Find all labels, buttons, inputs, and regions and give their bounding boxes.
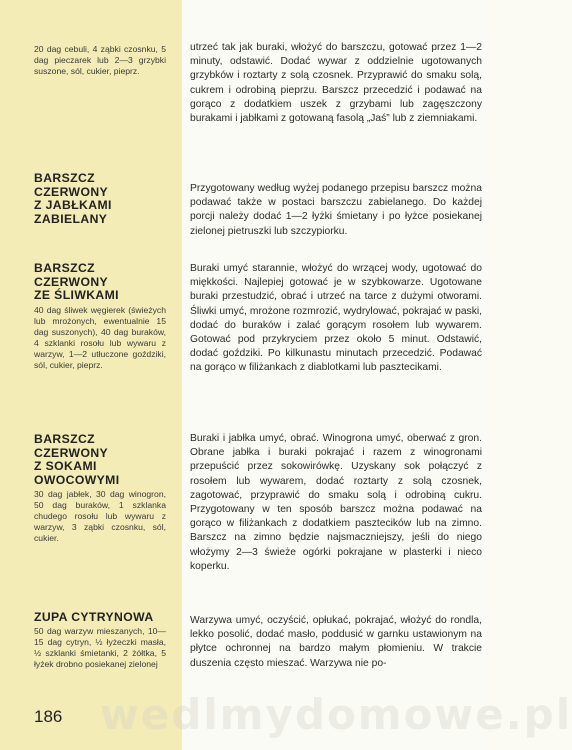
title-line: Z JABŁKAMI	[34, 198, 112, 213]
title-line: ZE ŚLIWKAMI	[34, 288, 119, 303]
title-line: CZERWONY	[34, 274, 109, 289]
title-line: CZERWONY	[34, 445, 109, 460]
ingredients-zupa-cytrynowa: 50 dag warzyw mieszanych, 10—15 dag cytryn, ½ łyżeczki masła, ½ szklanki śmietanki, 2 żółtka, 5 łyżek drobno posiekanej zielonej	[34, 626, 166, 669]
title-line: CZERWONY	[34, 184, 109, 199]
recipe-title-barszcz-soki	[34, 433, 174, 487]
recipe-title-zupa-cytrynowa	[34, 611, 174, 625]
recipe-title-barszcz-jablka	[34, 172, 174, 226]
main-column	[182, 0, 489, 750]
watermark: wedlmydomowe.pl	[100, 690, 572, 739]
title-line: Z SOKAMI	[34, 459, 97, 474]
instructions-zupa-cytrynowa: Warzywa umyć, oczyścić, opłukać, pokrajać, włożyć do rondla, lekko posolić, dodać masło, poddusić w garnku ustawionym na płytce ochronnej na bardzo małym płomieniu. W trakcie duszenia często mieszać. Warzywa nie po-	[190, 615, 482, 669]
ingredients-barszcz-sliwki: 40 dag śliwek węgierek (świeżych lub mrożonych, ewentualnie 15 dag suszonych), 40 dag buraków, 4 szklanki rosołu lub wywaru z warzyw, 1—2 utłuczone goździki, sól, cukier, pieprz.	[34, 305, 166, 370]
title-line: BARSZCZ	[34, 261, 96, 275]
sidebar-column	[0, 0, 182, 750]
instructions-barszcz-soki: Buraki i jabłka umyć, obrać. Winogrona umyć, oberwać z gron. Obrane jabłka i buraki pokrajać i razem z winogronami przepuścić przez sokowirówkę. Uzyskany sok połączyć z rosołem lub wywarem, dodać roztarty z solą czosnek, zagotować, przyprawić do smaku solą i odrobiną cukru. Przygotowany w ten sposób barszcz można podawać na gorąco w filiżankach z dodatkiem pasztecików lub na zimno. Barszcz na zimno będzie najsmaczniejszy, jeśli do niego włożymy 2—3 świeże ogórki pokrajane w plasterki i nieco koperku.	[190, 433, 482, 572]
instructions-barszcz-jablka: Przygotowany według wyżej podanego przepisu barszcz można podawać także w postaci barszczu zabielanego. Do każdej porcji należy dodać 1—2 łyżki śmietany i po łyżce posiekanej zielonej pietruszki lub szczypiorku.	[190, 183, 482, 237]
title-line: ZUPA CYTRYNOWA	[34, 610, 154, 624]
title-line: BARSZCZ	[34, 171, 96, 185]
title-line: OWOCOWYMI	[34, 472, 120, 487]
ingredients-continued: 20 dag cebuli, 4 ząbki czosnku, 5 dag pieczarek lub 2—3 grzybki suszone, sól, cukier, pieprz.	[34, 44, 166, 76]
recipe-title-barszcz-sliwki	[34, 262, 174, 303]
title-line: ZABIELANY	[34, 211, 108, 226]
ingredients-barszcz-soki: 30 dag jabłek, 30 dag winogron, 50 dag buraków, 1 szklanka chudego rosołu lub wywaru z warzyw, 3 ząbki czosnku, sól, cukier.	[34, 489, 166, 543]
page-number: 186	[34, 707, 63, 726]
instructions-continued: utrzeć tak jak buraki, włożyć do barszczu, gotować przez 1—2 minuty, odstawić. Dodać wywar z oddzielnie ugotowanych grzybków i roztarty z solą czosnek. Przyprawić do smaku solą, cukrem i odrobiną pieprzu. Barszcz przecedzić i podawać na gorąco z dodatkiem uszek z grzybami lub zagęszczony burakami i jabłkami z gotowaną fasolą „Jaś” lub z ziemniakami.	[190, 42, 482, 125]
title-line: BARSZCZ	[34, 432, 96, 446]
instructions-barszcz-sliwki: Buraki umyć starannie, włożyć do wrzącej wody, ugotować do miękkości. Najlepiej gotować je w szybkowarze. Ugotowane buraki przestudzić, obrać i utrzeć na tarce z dużymi otworami. Śliwki umyć, mrożone rozmrozić, wydrylować, pokrajać w paski, dodać do buraków i zalać gorącym rosołem lub wywarem. Gotować pod przykryciem przez około 5 minut. Odstawić, dodać goździki. Po kilkunastu minutach przecedzić. Podawać na gorąco w filiżankach z diablotkami lub pasztecikami.	[190, 263, 482, 374]
